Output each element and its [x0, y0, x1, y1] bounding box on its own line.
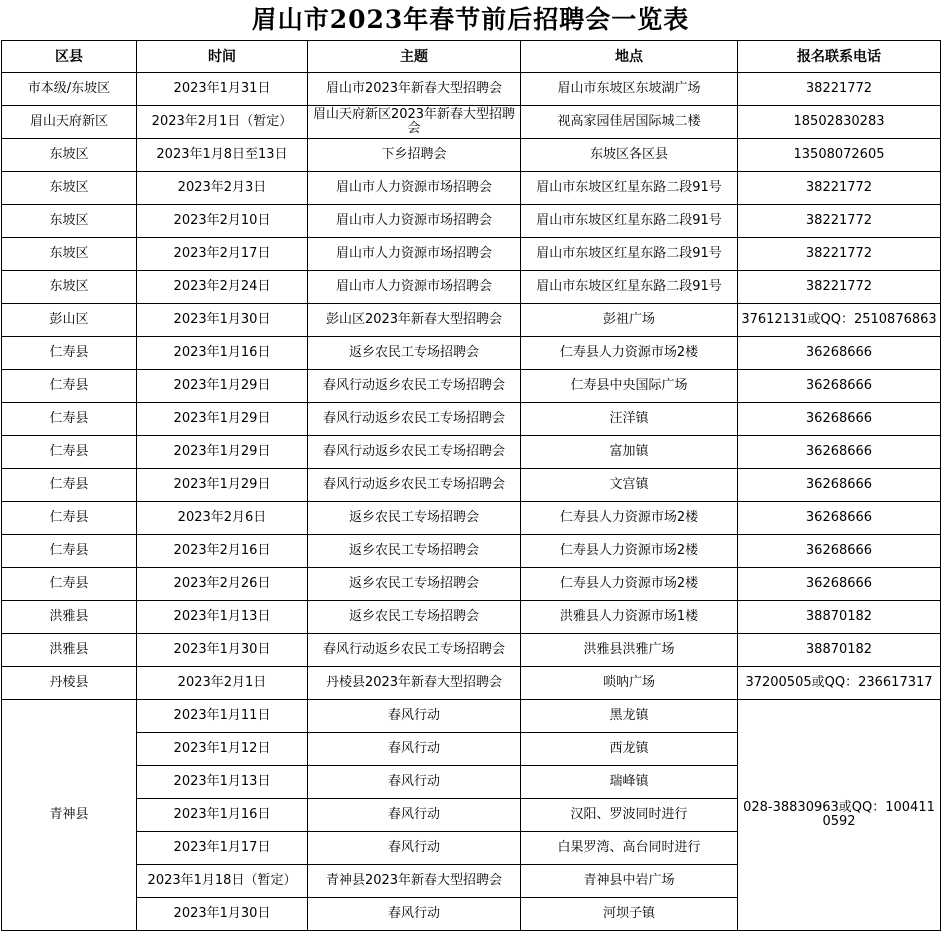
- cell-time: 2023年1月11日: [137, 700, 308, 733]
- cell-location: 汉阳、罗波同时进行: [521, 799, 738, 832]
- cell-location: 文宫镇: [521, 469, 738, 502]
- cell-theme: 返乡农民工专场招聘会: [308, 502, 521, 535]
- cell-location: 洪雅县人力资源市场1楼: [521, 601, 738, 634]
- cell-location: 眉山市东坡区红星东路二段91号: [521, 271, 738, 304]
- cell-location: 眉山市东坡区红星东路二段91号: [521, 172, 738, 205]
- cell-district: 洪雅县: [2, 601, 137, 634]
- cell-district: 市本级/东坡区: [2, 73, 137, 106]
- cell-time: 2023年1月30日: [137, 634, 308, 667]
- header-district: 区县: [2, 41, 137, 73]
- cell-theme: 返乡农民工专场招聘会: [308, 535, 521, 568]
- header-theme: 主题: [308, 41, 521, 73]
- cell-district: 东坡区: [2, 205, 137, 238]
- table-row: [2, 634, 941, 667]
- cell-theme: 春风行动: [308, 898, 521, 931]
- cell-time: 2023年2月1日（暂定）: [137, 106, 308, 139]
- table-row: [2, 403, 941, 436]
- cell-location: 视高家园佳居国际城二楼: [521, 106, 738, 139]
- cell-phone: 38221772: [738, 238, 941, 271]
- cell-district: 仁寿县: [2, 403, 137, 436]
- cell-phone: 028-38830963或QQ：1004110592: [738, 700, 941, 931]
- cell-phone: 36268666: [738, 568, 941, 601]
- cell-theme: 春风行动返乡农民工专场招聘会: [308, 436, 521, 469]
- cell-phone: 37612131或QQ：2510876863: [738, 304, 941, 337]
- cell-district: 东坡区: [2, 139, 137, 172]
- cell-phone: 36268666: [738, 436, 941, 469]
- cell-location: 彭祖广场: [521, 304, 738, 337]
- cell-time: 2023年2月24日: [137, 271, 308, 304]
- cell-location: 仁寿县人力资源市场2楼: [521, 337, 738, 370]
- cell-district: 东坡区: [2, 238, 137, 271]
- cell-theme: 眉山市人力资源市场招聘会: [308, 172, 521, 205]
- cell-theme: 返乡农民工专场招聘会: [308, 568, 521, 601]
- table-row: [2, 172, 941, 205]
- cell-time: 2023年2月10日: [137, 205, 308, 238]
- table-row: [2, 73, 941, 106]
- table-row: [2, 601, 941, 634]
- table-row: [2, 700, 941, 733]
- table-header-row: [2, 41, 941, 73]
- cell-location: 仁寿县人力资源市场2楼: [521, 535, 738, 568]
- cell-time: 2023年1月13日: [137, 601, 308, 634]
- table-row: [2, 205, 941, 238]
- cell-location: 眉山市东坡区红星东路二段91号: [521, 205, 738, 238]
- cell-district: 彭山区: [2, 304, 137, 337]
- cell-time: 2023年1月30日: [137, 304, 308, 337]
- cell-phone: 18502830283: [738, 106, 941, 139]
- cell-phone: 36268666: [738, 502, 941, 535]
- cell-phone: 36268666: [738, 535, 941, 568]
- cell-theme: 春风行动返乡农民工专场招聘会: [308, 634, 521, 667]
- cell-location: 东坡区各区县: [521, 139, 738, 172]
- table-row: [2, 667, 941, 700]
- cell-location: 富加镇: [521, 436, 738, 469]
- cell-location: 仁寿县人力资源市场2楼: [521, 502, 738, 535]
- table-row: [2, 436, 941, 469]
- cell-time: 2023年1月16日: [137, 799, 308, 832]
- cell-location: 黑龙镇: [521, 700, 738, 733]
- cell-time: 2023年1月16日: [137, 337, 308, 370]
- cell-theme: 春风行动: [308, 700, 521, 733]
- cell-district: 东坡区: [2, 271, 137, 304]
- table-row: [2, 469, 941, 502]
- cell-time: 2023年2月16日: [137, 535, 308, 568]
- table-row: [2, 139, 941, 172]
- header-time: 时间: [137, 41, 308, 73]
- cell-phone: 38870182: [738, 601, 941, 634]
- cell-location: 洪雅县洪雅广场: [521, 634, 738, 667]
- table-row: [2, 568, 941, 601]
- table-row: [2, 370, 941, 403]
- cell-location: 眉山市东坡区红星东路二段91号: [521, 238, 738, 271]
- cell-time: 2023年1月29日: [137, 403, 308, 436]
- cell-phone: 36268666: [738, 337, 941, 370]
- cell-theme: 返乡农民工专场招聘会: [308, 601, 521, 634]
- header-phone: 报名联系电话: [738, 41, 941, 73]
- cell-theme: 春风行动返乡农民工专场招聘会: [308, 469, 521, 502]
- cell-theme: 青神县2023年新春大型招聘会: [308, 865, 521, 898]
- cell-theme: 眉山市人力资源市场招聘会: [308, 238, 521, 271]
- cell-theme: 下乡招聘会: [308, 139, 521, 172]
- cell-theme: 春风行动: [308, 799, 521, 832]
- table-row: [2, 502, 941, 535]
- table-row: [2, 238, 941, 271]
- cell-theme: 春风行动返乡农民工专场招聘会: [308, 403, 521, 436]
- cell-location: 仁寿县人力资源市场2楼: [521, 568, 738, 601]
- cell-district: 青神县: [2, 700, 137, 931]
- cell-phone: 38221772: [738, 271, 941, 304]
- cell-district: 丹棱县: [2, 667, 137, 700]
- cell-time: 2023年1月12日: [137, 733, 308, 766]
- cell-district: 仁寿县: [2, 469, 137, 502]
- cell-theme: 眉山市2023年新春大型招聘会: [308, 73, 521, 106]
- cell-phone: 36268666: [738, 370, 941, 403]
- table-row: [2, 271, 941, 304]
- cell-location: 西龙镇: [521, 733, 738, 766]
- cell-time: 2023年1月13日: [137, 766, 308, 799]
- cell-phone: 38221772: [738, 172, 941, 205]
- table-row: [2, 304, 941, 337]
- job-fair-table: [1, 40, 941, 931]
- table-row: [2, 535, 941, 568]
- cell-location: 仁寿县中央国际广场: [521, 370, 738, 403]
- cell-district: 仁寿县: [2, 436, 137, 469]
- cell-time: 2023年1月17日: [137, 832, 308, 865]
- cell-theme: 返乡农民工专场招聘会: [308, 337, 521, 370]
- table-body: [2, 73, 941, 931]
- cell-location: 青神县中岩广场: [521, 865, 738, 898]
- cell-district: 仁寿县: [2, 370, 137, 403]
- cell-time: 2023年1月18日（暂定）: [137, 865, 308, 898]
- cell-district: 仁寿县: [2, 568, 137, 601]
- table-row: [2, 106, 941, 139]
- cell-district: 洪雅县: [2, 634, 137, 667]
- cell-phone: 36268666: [738, 469, 941, 502]
- cell-phone: 13508072605: [738, 139, 941, 172]
- cell-theme: 彭山区2023年新春大型招聘会: [308, 304, 521, 337]
- page-title: 眉山市2023年春节前后招聘会一览表: [251, 5, 690, 34]
- cell-time: 2023年2月26日: [137, 568, 308, 601]
- cell-location: 河坝子镇: [521, 898, 738, 931]
- cell-district: 东坡区: [2, 172, 137, 205]
- cell-phone: 38221772: [738, 205, 941, 238]
- cell-time: 2023年1月29日: [137, 436, 308, 469]
- cell-location: 汪洋镇: [521, 403, 738, 436]
- cell-time: 2023年1月30日: [137, 898, 308, 931]
- cell-time: 2023年2月6日: [137, 502, 308, 535]
- cell-time: 2023年2月3日: [137, 172, 308, 205]
- cell-district: 仁寿县: [2, 502, 137, 535]
- cell-theme: 眉山市人力资源市场招聘会: [308, 205, 521, 238]
- cell-district: 眉山天府新区: [2, 106, 137, 139]
- table-row: [2, 337, 941, 370]
- cell-phone: 38221772: [738, 73, 941, 106]
- header-location: 地点: [521, 41, 738, 73]
- cell-theme: 春风行动: [308, 832, 521, 865]
- cell-theme: 眉山天府新区2023年新春大型招聘会: [308, 106, 521, 139]
- cell-theme: 眉山市人力资源市场招聘会: [308, 271, 521, 304]
- cell-theme: 春风行动返乡农民工专场招聘会: [308, 370, 521, 403]
- cell-theme: 春风行动: [308, 733, 521, 766]
- cell-phone: 38870182: [738, 634, 941, 667]
- cell-location: 白果罗湾、高台同时进行: [521, 832, 738, 865]
- cell-district: 仁寿县: [2, 337, 137, 370]
- cell-location: 眉山市东坡区东坡湖广场: [521, 73, 738, 106]
- cell-location: 唢呐广场: [521, 667, 738, 700]
- cell-district: 仁寿县: [2, 535, 137, 568]
- cell-phone: 36268666: [738, 403, 941, 436]
- cell-theme: 丹棱县2023年新春大型招聘会: [308, 667, 521, 700]
- cell-time: 2023年2月1日: [137, 667, 308, 700]
- cell-time: 2023年2月17日: [137, 238, 308, 271]
- cell-time: 2023年1月31日: [137, 73, 308, 106]
- cell-phone: 37200505或QQ：236617317: [738, 667, 941, 700]
- cell-time: 2023年1月29日: [137, 370, 308, 403]
- cell-time: 2023年1月29日: [137, 469, 308, 502]
- cell-location: 瑞峰镇: [521, 766, 738, 799]
- cell-theme: 春风行动: [308, 766, 521, 799]
- cell-time: 2023年1月8日至13日: [137, 139, 308, 172]
